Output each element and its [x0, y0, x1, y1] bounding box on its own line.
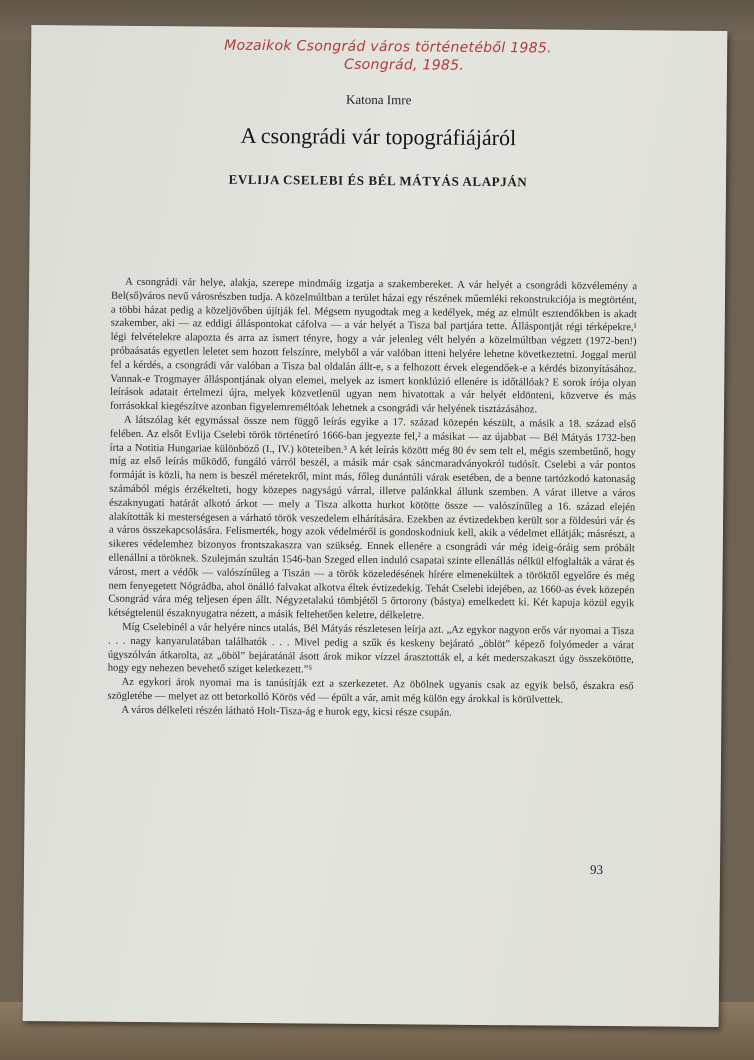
paragraph-2: A látszólag két egymással össze nem függő leírás egyike a 17. század közepén készült, a másik a 18. század első felében. Az elsőt Evlija Cselebi török történetíró 1666-ban jegyezte fel,² a másikat — az újabbat — Bél Mátyás 1732-ben írta a Notitia Hungariae különböző (I., IV.) köteteiben.³ A két leírás között még 80 év sem telt el, mégis szembetűnő, hogy míg az első leírás működő, fungáló várról beszél, a másik már csak sáncmaradványokról tudósít. Cselebi a vár pontos formáját is közli, ha nem is beszél méretekről, mint más, főleg dunántúli várak esetében, de a benne tartózkodó katonaság számából mégis érzékelteti, hogy közepes nagyságú várral, illetve palánkkal állunk szemben. A várat illetve a város északnyugati határát alkotó árkot — mely a Tisza alkotta hurkot kötötte össze — valószínűleg a 16. század elején alakították ki mesterségesen a várható török veszedelem elhárítására. Ezekben az évtizedekben került sor a földesúri vár és a város összekapcsolására. Felismerték, hogy azok védelméről is gondoskodniuk kell, akik a védelmet ellátják; másrészt, a sikeres védelemhez bizonyos frontszakaszra van szükség. Ennek ellenére a csongrádi vár még ideig-óráig sem próbált ellenállni a töröknek. Szulejmán szultán 1546-ban Szeged ellen induló csapatai szinte ellenállás nélkül elfoglalták a várat és várost, mert a védők — valószínűleg a Tiszán — a török közeledésének hírére elmenekültek a töröktől egyelőre és még nem fenyegetett Nógrádba, ahol önálló falvakat alkotva éltek évtizedekig. Tehát Cselebi idejében, az 1660-as évek közepén Csongrád vára még teljesen épen állt. Négyzetalakú tömbjétől 5 őrtorony (bástya) emelkedett ki. Két kapuja közül egyik kétségtelenül északnyugatra nézett, a másik feltehetően keletre, délkeletre. — [108, 414, 636, 622]
article-subtitle: EVLIJA CSELEBI ÉS BÉL MÁTYÁS ALAPJÁN — [228, 171, 528, 190]
annotation-line-1: Mozaikok Csongrád város történetéből 1985. — [224, 37, 552, 57]
handwritten-annotation — [224, 37, 674, 77]
paragraph-1: A csongrádi vár helye, alakja, szerepe mindmáig izgatja a szakembereket. A vár helyét a csongrádi közvélemény a Bel(ső)város nevű városrészben tudja. A közelmúltban a terület házai egy részének műemléki rekonstrukciója is megtörtént, a többi házat pedig a közeljövőben újítják fel. Mégsem nyugodtak meg a kedélyek, még az elmúlt esztendőkben is akadt szakember, aki — az eddigi álláspontokat cáfolva — a vár helyét a Tisza bal partjára tette. Álláspontját régi térképekre,¹ légi felvételekre alapozta és arra az ismert tényre, hogy a vár jelenleg vélt helyén a közelmúltban végzett (1972-ben!) próbaásatás egyetlen leletet sem hozott felszínre, melyből a vár valóban itteni helyére lehetne következtetni. Joggal merül fel a kérdés, a csongrádi vár valóban a Tisza bal oldalán állt-e, s a felhozott érvek elegendőek-e a kérdés bizonyításához. Vannak-e Trogmayer álláspontjának olyan elemei, melyek az ismert konklúzió ellenére is időtállóak? E sorok írója olyan leírások adatait értelmezi újra, melyek közvetlenül ugyan nem hivatottak a vár helyét eldönteni, közvetve és más forrásokkal kiegészítve azonban figyelemreméltóak lehetnek a csongrádi vár helyének tisztázásához. — [109, 276, 638, 416]
article-body — [107, 276, 637, 722]
article-title: A csongrádi vár topográfiájáról — [240, 122, 517, 151]
document-page — [23, 25, 728, 1027]
annotation-line-2: Csongrád, 1985. — [343, 56, 465, 74]
author-name: Katona Imre — [345, 91, 412, 108]
paragraph-5: A város délkeleti részén látható Holt-Tisza-ág e hurok egy, kicsi része csupán. — [121, 704, 452, 719]
paragraph-3: Míg Cselebinél a vár helyére nincs utalás, Bél Mátyás részletesen leírja azt. „Az egykor nagyon erős vár nyomai a Tisza . . . nagy kanyarulatában találhatók . . . Mivel pedig a szűk és keskeny bejárató „öblöt” képező folyómeder a várat úgyszólván átkarolta, az „öböl” bejáratánál ásott árok mikor vízzel árasztották el, a két mederszakaszt úgy összekötötte, hogy egy nehezen bevehető sziget keletkezett.”⁵ — [107, 621, 635, 676]
paragraph-4: Az egykori árok nyomai ma is tanúsítják ezt a szerkezetet. Az öbölnek ugyanis csak az egyik belső, északra eső szögletébe — melyet az ott betorkolló Körös véd — épült a vár, amit még külön egy árokkal is körülvettek. — [107, 676, 634, 706]
page-number: 93 — [589, 861, 604, 878]
